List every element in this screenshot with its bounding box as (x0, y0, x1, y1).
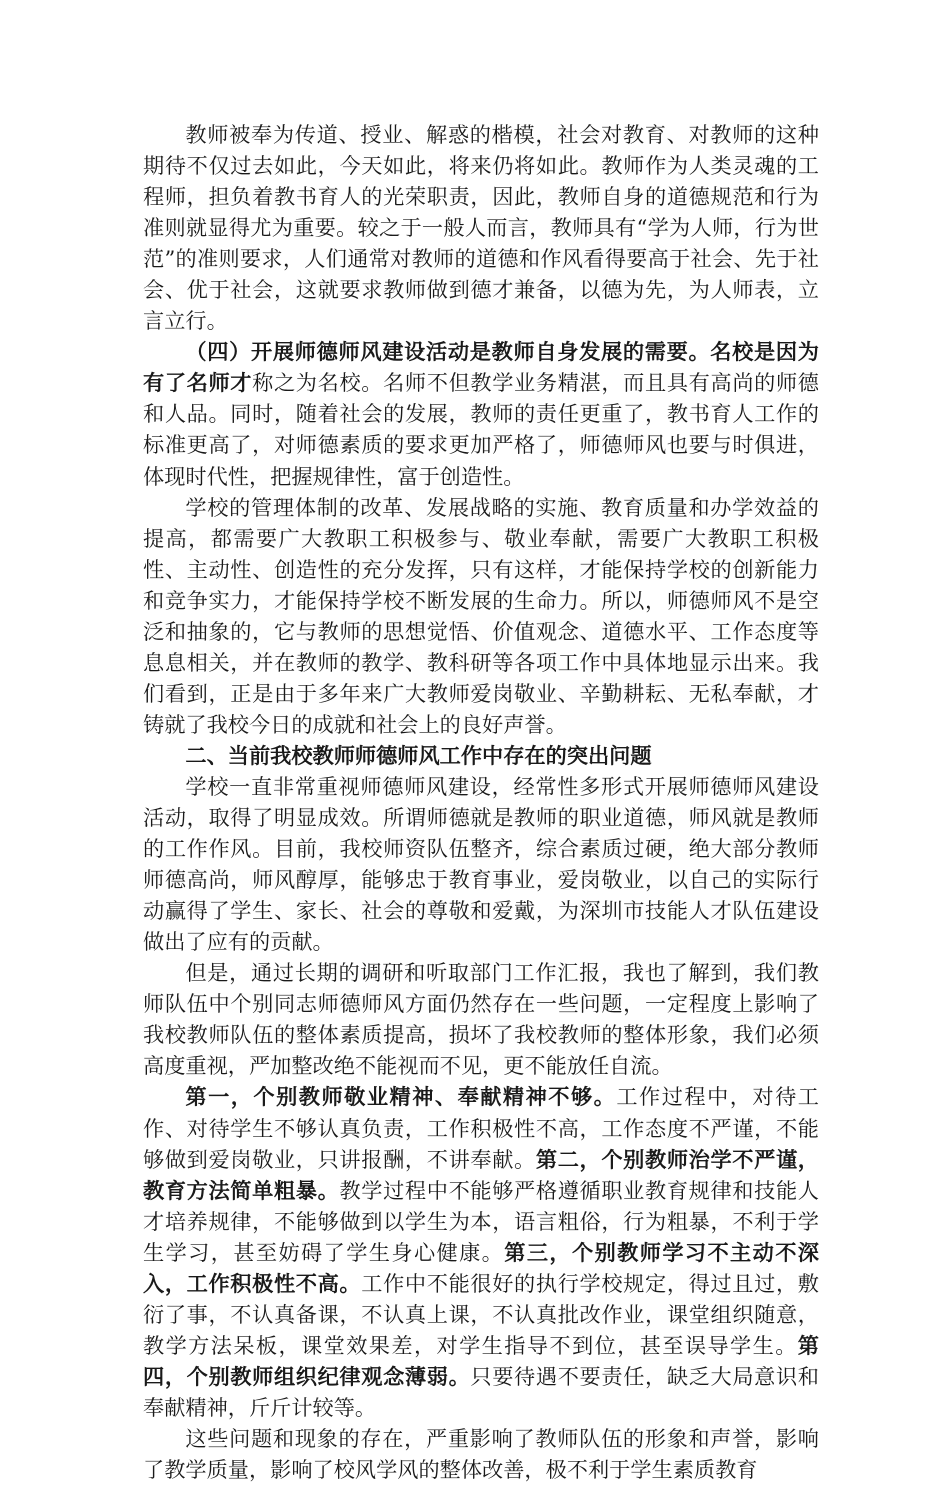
paragraph-problems-intro: 但是，通过长期的调研和听取部门工作汇报，我也了解到，我们教师队伍中个别同志师德师风方面仍然存在一些问题，一定程度上影响了我校教师队伍的整体素质提高，损坏了我校教师的整体形象，我们必须高度重视，严加整改绝不能视而不见，更不能放任自流。 (143, 960, 819, 1079)
heading-section-2: 二、当前我校教师师德师风工作中存在的突出问题 (185, 742, 652, 768)
problem-3-heading: 第三，个别教师学习不主动不深入，工作积极性不高。 (143, 1239, 819, 1296)
section-4-heading: （四）开展师德师风建设活动是教师自身发展的需要。名校是因为有了名师才 (143, 339, 819, 396)
problem-1-heading: 第一，个别教师敬业精神、奉献精神不够。 (185, 1084, 617, 1110)
paragraph-section-4 (143, 336, 819, 491)
paragraph-teacher-role: 教师被奉为传道、授业、解惑的楷模，社会对教育、对教师的这种期待不仅过去如此，今天如此，将来仍将如此。教师作为人类灵魂的工程师，担负着教书育人的光荣职责，因此，教师自身的道德规范和行为准则就显得尤为重要。较之于一般人而言，教师具有“学为人师，行为世范”的准则要求，人们通常对教师的道德和作风看得要高于社会、先于社会、优于社会，这就要求教师做到德才兼备，以德为先，为人师表，立言立行。 (143, 122, 819, 334)
problem-4-heading: 第四，个别教师组织纪律观念薄弱。 (143, 1332, 819, 1389)
problem-2-heading: 第二，个别教师治学不严谨，教育方法简单粗暴。 (143, 1146, 819, 1203)
paragraph-school-emphasis: 学校一直非常重视师德师风建设，经常性多形式开展师德师风建设活动，取得了明显成效。所谓师德就是教师的职业道德，师风就是教师的工作作风。目前，我校师资队伍整齐，综合素质过硬，绝大部分教师师德高尚，师风醇厚，能够忠于教育事业，爱岗敬业，以自己的实际行动赢得了学生、家长、社会的尊敬和爱戴，为深圳市技能人才队伍建设做出了应有的贡献。 (143, 773, 819, 955)
paragraph-school-reform: 学校的管理体制的改革、发展战略的实施、教育质量和办学效益的提高，都需要广大教职工积极参与、敬业奉献，需要广大教职工积极性、主动性、创造性的充分发挥，只有这样，才能保持学校的创新能力和竞争实力，才能保持学校不断发展的生命力。所以，师德师风不是空泛和抽象的，它与教师的思想觉悟、价值观念、道德水平、工作态度等息息相关，并在教师的教学、教科研等各项工作中具体地显示出来。我们看到，正是由于多年来广大教师爱岗敬业、辛勤耕耘、无私奉献，才铸就了我校今日的成就和社会上的良好声誉。 (143, 494, 819, 737)
problem-1-text: 工作过程中，对待工作、对待学生不够认真负责，工作积极性不高，工作态度不严谨，不能够做到爱岗敬业，只讲报酬，不讲奉献。 (143, 1084, 819, 1172)
problem-2-text: 教学过程中不能够严格遵循职业教育规律和技能人才培养规律，不能够做到以学生为本，语言粗俗，行为粗暴，不利于学生学习，甚至妨碍了学生身心健康。 (143, 1177, 819, 1265)
document-page (143, 119, 819, 1485)
paragraph-impact: 这些问题和现象的存在，严重影响了教师队伍的形象和声誉，影响了教学质量，影响了校风学风的整体改善，极不利于学生素质教育 (143, 1425, 819, 1483)
section-4-body: 称之为名校。名师不但教学业务精湛，而且具有高尚的师德和人品。同时，随着社会的发展，教师的责任更重了，教书育人工作的标准更高了，对师德素质的要求更加严格了，师德师风也要与时俱进，体现时代性，把握规律性，富于创造性。 (143, 370, 819, 489)
problem-3-text: 工作中不能很好的执行学校规定，得过且过，敷衍了事，不认真备课，不认真上课，不认真批改作业，课堂组织随意，教学方法呆板，课堂效果差，对学生指导不到位，甚至误导学生。 (143, 1270, 819, 1358)
problem-4-text: 只要待遇不要责任，缺乏大局意识和奉献精神，斤斤计较等。 (143, 1363, 819, 1420)
paragraph-problems-list (143, 1081, 819, 1423)
